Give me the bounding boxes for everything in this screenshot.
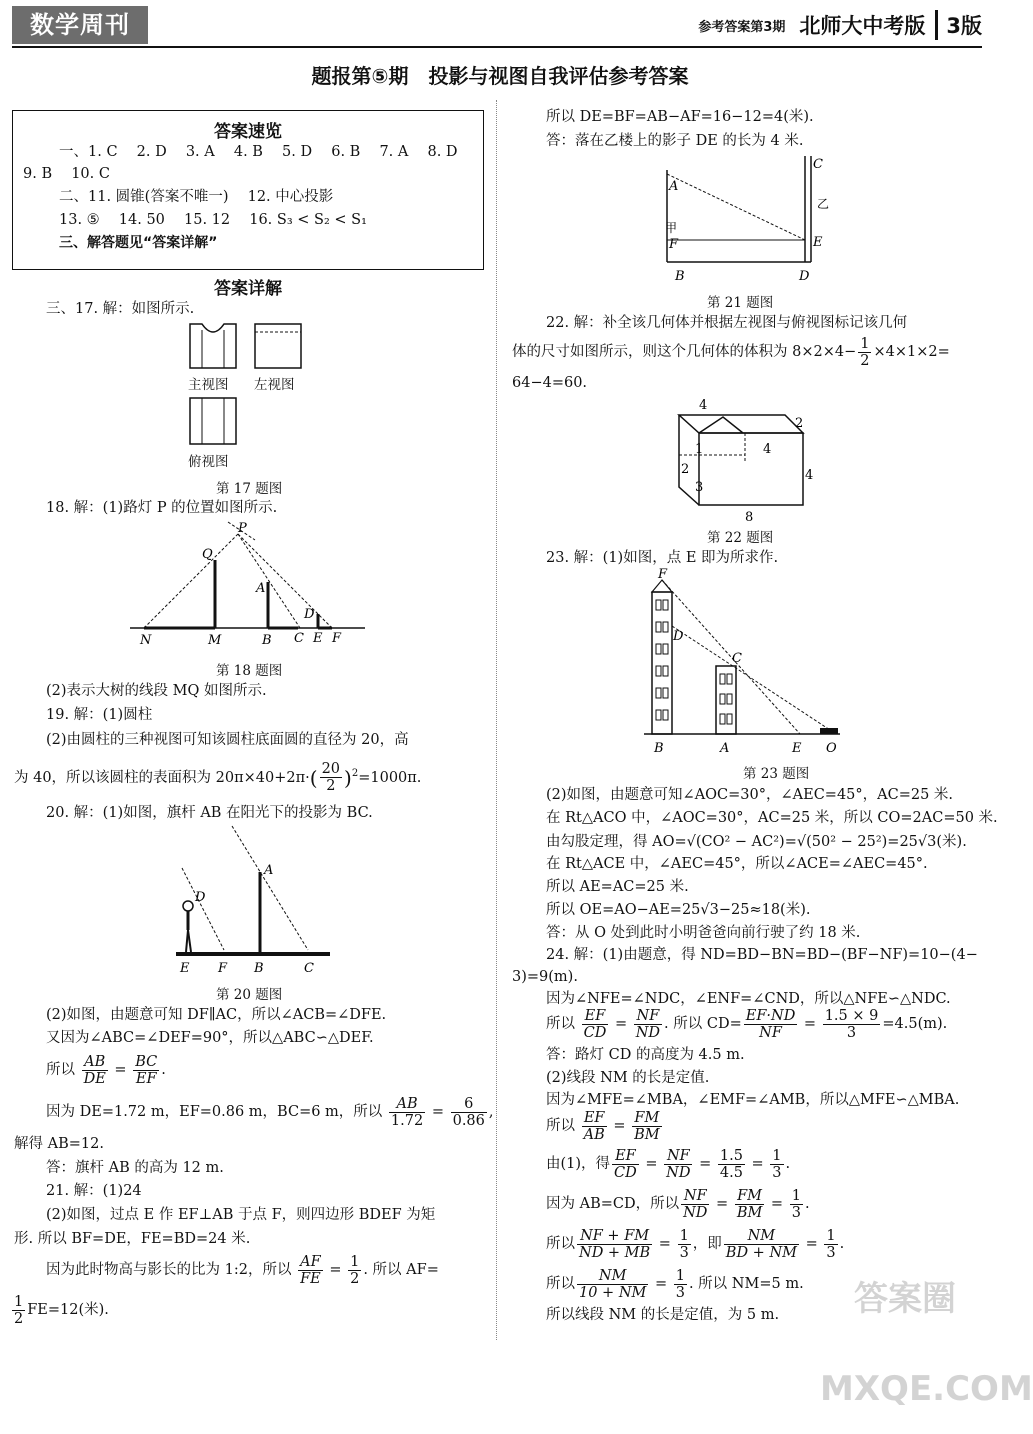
q24e-text: 答：路灯 CD 的高度为 4.5 m. [546,1047,745,1063]
q24i-f4d: 3 [772,1164,782,1181]
caption-fig23: 第 23 题图 [743,766,810,782]
q23c-text: 在 Rt△ACO 中，∠AOC=30°，AC=25 米，所以 CO=2AC=50 米. [546,810,998,826]
fig23-label-a: A [720,741,730,756]
fig20-label-e: E [180,961,190,976]
fig22-label-top2: 2 [795,416,804,431]
q22b-fd: 2 [860,352,870,369]
fig21-label-jia: 甲 [665,221,678,235]
q24i-f1n: EF [612,1148,639,1165]
q21b-text: (2)如图，过点 E 作 EF⊥AB 于点 F，则四边形 BDEF 为矩 [46,1207,436,1223]
q24j-pre: 因为 AB=CD，所以 [546,1196,680,1212]
q24l-f2d: 3 [675,1284,685,1301]
q24h-f2d: BM [634,1126,660,1143]
caption-fig21: 第 21 题图 [707,295,774,311]
q24j-f1n: NF [681,1188,709,1205]
q22c-text: 64−4=60. [512,375,588,391]
q21e-fd: 2 [14,1310,24,1327]
fig23-buildings [640,567,850,756]
q24l-f1d: 10 + NM [579,1284,647,1301]
fig22-label-8: 8 [745,510,754,525]
q23h-text: 答：从 O 处到此时小明爸爸向前行驶了约 18 米. [546,925,861,941]
caption-top-view: 俯视图 [188,454,229,470]
q24l-pre: 所以 [546,1276,575,1292]
fig18-label-n: N [140,633,152,648]
q24k-f2n: 1 [679,1227,689,1244]
q24d-f2n: NF [634,1008,662,1025]
q24i-line: 由(1)，得 $\frac{EF}{CD}$ = $\frac{NF}{ND}$ = $\frac{1.5}{4.5}$ = $\frac{1}{3}$ . [546,1147,791,1181]
fig21-label-f: F [669,237,679,252]
q21a-text: 21. 解：(1)24 [46,1183,142,1199]
header-info [698,6,982,44]
q24j-f2d: BM [736,1204,763,1221]
fig22-label-mid4: 4 [763,442,772,457]
fig22-solid [665,395,825,525]
header-page: 3版 [935,10,982,40]
fig18-label-d: D [304,607,315,622]
q24f-text: (2)线段 NM 的长是定值. [546,1070,710,1086]
q21e-line [10,1292,109,1328]
q24k-f1d: ND + MB [579,1244,651,1261]
quick-answer-heading: 答案速览 [214,122,282,142]
fig21-label-b: B [675,269,685,284]
q24h-pre: 所以 [546,1118,575,1134]
fig20-label-a: A [264,863,274,878]
header-edition: 北师大中考版 [799,14,926,38]
fig18-street-light [120,520,380,650]
q20b-text: (2)如图，由题意可知 DF∥AC，所以∠ACB=∠DFE. [46,1007,387,1023]
quick-line-1: 一、1. C 2. D 3. A 4. B 5. D 6. B 7. A 8. D [59,144,458,160]
q21e-fn: 1 [14,1293,24,1310]
q23g-text: 所以 OE=AO−AE=25√3−25≈18(米). [546,902,811,918]
q24d-f3n: EF·ND [745,1007,796,1024]
fig18-label-e: E [313,631,323,646]
header-rule [12,46,982,48]
page-title: 题报第⑤期 投影与视图自我评估参考答案 [311,64,689,88]
q24j-f3n: 1 [791,1187,801,1204]
q18b-text: (2)表示大树的线段 MQ 如图所示. [46,683,267,699]
fig21-label-a: A [669,179,679,194]
q23a-text: 23. 解：(1)如图，点 E 即为所求作. [546,550,779,566]
fig22-label-top4: 4 [699,398,708,413]
detail-heading: 答案详解 [214,279,282,299]
fig20-label-f: F [218,961,228,976]
watermark-text: 答案圈 MXQE.COM [820,1279,1033,1409]
q24k-f2d: 3 [679,1244,689,1261]
q24i-f2d: ND [666,1164,691,1181]
fig22-label-side4: 4 [805,468,814,483]
q24l-post: . 所以 NM=5 m. [688,1276,804,1292]
caption-front-view: 主视图 [188,377,229,393]
brand-logo: 数学周刊 [12,6,148,44]
q24k-pre: 所以 [546,1236,575,1252]
q21d-pre: 因为此时物高与影长的比为 1:2，所以 [46,1262,292,1278]
fig21-buildings [655,150,840,290]
q24j-f3d: 3 [791,1204,801,1221]
q24k-f1n: NF + FM [577,1228,652,1245]
q24g-text: 因为∠MFE=∠MBA，∠EMF=∠AMB，所以△MFE∽△MBA. [546,1092,960,1108]
q24k-line: 所以 $\frac{NF + FM}{ND + MB}$ = $\frac{1}{3}$ ，即 $\frac{NM}{BD + NM}$ = $\frac{1}{3}$ . [546,1227,845,1261]
q24i-f2n: NF [664,1148,692,1165]
q20e-f2n: 6 [451,1096,487,1113]
q24a-text: 24. 解：(1)由题意，得 ND=BD−BN=BD−(BF−NF)=10−(4− [546,947,978,963]
q20f-text: 解得 AB=12. [14,1136,104,1152]
fig18-label-b: B [262,633,272,648]
q24l-f2n: 1 [675,1267,685,1284]
fig22-label-2: 2 [681,462,690,477]
fig23-label-o: O [826,741,837,756]
q24j-f1d: ND [683,1204,708,1221]
quick-line-2: 9. B 10. C [23,166,110,182]
q21d-f1n: AF [298,1254,323,1271]
fig21-label-yi: 乙 [817,197,830,211]
header-subtitle: 参考答案第3期 [698,19,786,35]
q20e-f1n: AB [389,1096,425,1113]
q21d-f2d: 2 [350,1270,360,1287]
q24k-f4d: 3 [826,1244,836,1261]
q20e-f1d: 1.72 [390,1112,424,1129]
caption-fig20: 第 20 题图 [216,987,283,1003]
q24l-f1n: NM [577,1268,648,1285]
r1-text: 所以 DE=BF=AB−AF=16−12=4(米). [546,109,814,125]
q24d-pre: 所以 [546,1016,575,1032]
q19c-post: =1000π. [358,769,422,786]
q24i-f3n: 1.5 [719,1147,743,1164]
q20e-line: 因为 DE=1.72 m，EF=0.86 m，BC=6 m，所以 $\frac{AB}{1.72}$ = $\frac{6}{0.86}$ , [46,1095,494,1129]
q21d-f1d: FE [300,1270,321,1287]
caption-fig22: 第 22 题图 [707,530,774,546]
q20c-text: 又因为∠ABC=∠DEF=90°，所以△ABC∽△DEF. [46,1030,374,1046]
q24d-line: 所以 $\frac{EF}{CD}$ = $\frac{NF}{ND}$ . 所以 CD= $\frac{EF\cdot ND}{NF}$ = $\frac{1.5 \times 9}{3}$ =4.5(m). [546,1007,948,1041]
q18a-text: 18. 解：(1)路灯 P 的位置如图所示. [46,500,278,516]
q19c-num: 20 [321,761,341,778]
q23b-text: (2)如图，由题意可知∠AOC=30°，∠AEC=45°，AC=25 米. [546,787,954,803]
q23e-text: 在 Rt△ACE 中，∠AEC=45°，所以∠ACE=∠AEC=45°. [546,856,928,872]
q19c-line: 为 40，所以该圆柱的表面积为 20π×40+2π·( $\frac{20}{2}$ )$^2$=1000π. [14,761,422,795]
quick-line-4: 13. ⑤ 14. 50 15. 12 16. S₃ < S₂ < S₁ [59,212,367,228]
q24l-line: 所以 $\frac{NM}{10 + NM}$ = $\frac{1}{3}$ . 所以 NM=5 m. [546,1267,804,1301]
q20e-f2d: 0.86 [452,1112,485,1129]
q24m-text: 所以线段 NM 的长是定值，为 5 m. [546,1307,780,1323]
q21d-f2n: 1 [350,1253,360,1270]
caption-left-view: 左视图 [254,377,295,393]
q24k-f4n: 1 [826,1227,836,1244]
q20d-f2n: BC [135,1053,158,1070]
q24j-f2n: FM [735,1188,765,1205]
q24d-mid: . 所以 CD= [664,1016,742,1032]
q24d-f2d: ND [635,1024,661,1041]
fig18-label-f: F [332,631,342,646]
fig20-label-c: C [304,961,314,976]
q19c-den: 2 [326,778,336,795]
q24i-f1d: CD [614,1164,637,1181]
q22b-post: ×4×1×2= [873,344,950,360]
q24d-f1d: CD [583,1024,607,1041]
q21e-post: FE=12(米). [27,1302,109,1318]
q20d-line: 所以 $\frac{AB}{DE}$ = $\frac{BC}{EF}$ . [46,1053,166,1087]
fig23-label-f: F [658,567,668,582]
q23d-text: 由勾股定理，得 AO=√(CO² − AC²)=√(50² − 25²)=25√3(米). [546,834,967,850]
fig18-label-q: Q [202,547,213,562]
fig18-label-c: C [294,631,304,646]
q20d-pre: 所以 [46,1062,75,1078]
fig23-label-b: B [654,741,664,756]
q23f-text: 所以 AE=AC=25 米. [546,879,689,895]
fig22-label-3: 3 [695,480,704,495]
fig22-label-1: 1 [695,442,704,457]
fig18-label-p: P [238,521,247,536]
fig23-label-c: C [732,651,742,666]
q24i-pre: 由(1)，得 [546,1156,611,1172]
fig21-label-d: D [799,269,810,284]
q17-text: 三、17. 解：如图所示. [46,301,195,317]
q24i-f4n: 1 [772,1147,782,1164]
fig23-label-d: D [673,629,684,644]
q22a-text: 22. 解：补全该几何体并根据左视图与俯视图标记该几何 [546,315,908,331]
q21d-line: 因为此时物高与影长的比为 1:2，所以 $\frac{AF}{FE}$ = $\frac{1}{2}$ . 所以 AF= [46,1253,439,1287]
q24h-line: 所以 $\frac{EF}{AB}$ = $\frac{FM}{BM}$ [546,1109,660,1143]
q19a-text: 19. 解：(1)圆柱 [46,707,153,723]
q24d-f1n: EF [582,1008,609,1025]
q24k-f3n: NM [724,1228,799,1245]
q24d-f4n: 1.5 × 9 [824,1007,879,1024]
q24b-text: 3)=9(m). [512,969,578,985]
q20d-f1n: AB [82,1054,108,1071]
q24h-f2n: FM [632,1110,662,1127]
caption-fig18: 第 18 题图 [216,663,283,679]
q20g-text: 答：旗杆 AB 的高为 12 m. [46,1160,224,1176]
q24k-mid: ，即 [692,1236,722,1252]
q24j-line: 因为 AB=CD，所以 $\frac{NF}{ND}$ = $\frac{FM}{BM}$ = $\frac{1}{3}$ . [546,1187,810,1221]
q20d-f2d: EF [135,1070,157,1087]
fig18-label-m: M [208,633,222,648]
q19b-text: (2)由圆柱的三种视图可知该圆柱底面圆的直径为 20，高 [46,732,409,748]
q22b-line [512,334,950,370]
quick-answer-box [12,110,484,270]
fig20-label-b: B [254,961,264,976]
column-divider [496,100,497,1340]
caption-fig17: 第 17 题图 [216,481,283,497]
fig23-label-e: E [792,741,802,756]
quick-line-3: 二、11. 圆锥(答案不唯一) 12. 中心投影 [59,189,334,205]
q21d-post: . 所以 AF= [363,1262,439,1278]
watermark-logo [820,1254,1033,1409]
q19c-pre: 为 40，所以该圆柱的表面积为 20π×40+2π· [14,769,310,786]
q24d-f4d: 3 [846,1024,857,1041]
q24k-f3d: BD + NM [725,1244,797,1261]
q20a-text: 20. 解：(1)如图，旗杆 AB 在阳光下的投影为 BC. [46,805,373,821]
q24i-f3d: 4.5 [719,1164,743,1181]
q22b-fn: 1 [860,335,870,352]
fig21-label-c: C [813,157,823,172]
q24d-post: =4.5(m). [882,1016,948,1032]
fig20-flagpole [170,826,340,976]
fig20-label-d: D [195,890,206,905]
fig18-label-a: A [256,581,266,596]
q24d-f3d: NF [759,1024,782,1041]
q21c-text: 形. 所以 BF=DE，FE=BD=24 米. [14,1231,251,1247]
q22b-pre: 体的尺寸如图所示，则这个几何体的体积为 8×2×4− [512,344,857,360]
quick-line-5: 三、解答题见“答案详解” [59,235,218,251]
q20e-pre: 因为 DE=1.72 m，EF=0.86 m，BC=6 m，所以 [46,1104,383,1120]
q20d-f1d: DE [83,1070,106,1087]
q24h-f1d: AB [583,1126,605,1143]
q24c-text: 因为∠NFE=∠NDC，∠ENF=∠CND，所以△NFE∽△NDC. [546,991,951,1007]
q24h-f1n: EF [582,1110,607,1127]
fig21-label-e: E [813,235,823,250]
r2-text: 答：落在乙楼上的影子 DE 的长为 4 米. [546,133,804,149]
